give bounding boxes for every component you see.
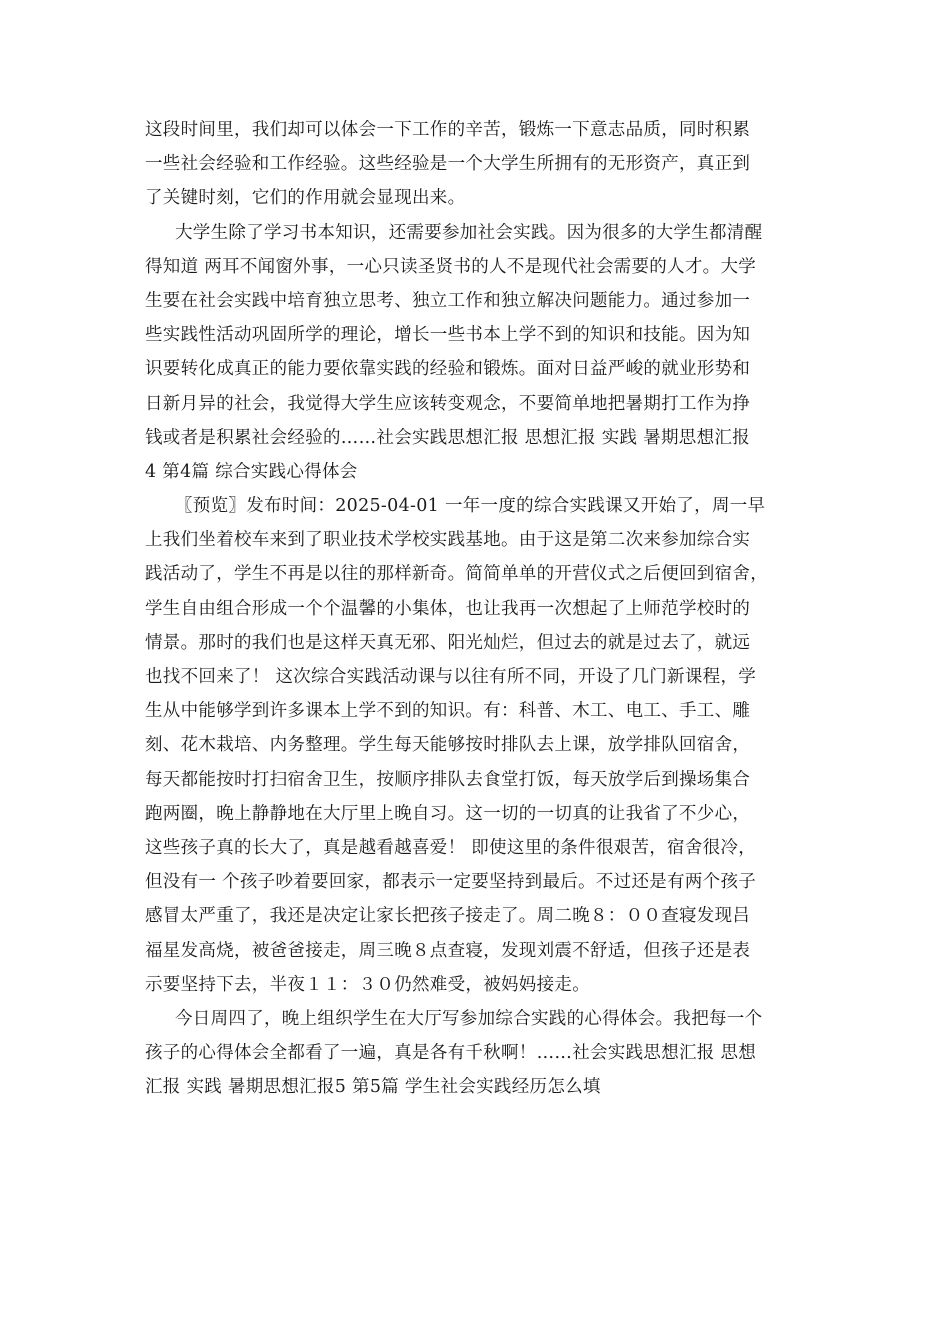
text-line: 大学生除了学习书本知识，还需要参加社会实践。因为很多的大学生都清醒 (175, 222, 763, 243)
text-line: 也找不回来了！ 这次综合实践活动课与以往有所不同，开设了几门新课程，学 (145, 667, 757, 687)
text-line: 些实践性活动巩固所学的理论，增长一些书本上学不到的知识和技能。因为知 (145, 325, 751, 346)
text-line: 4 第4篇 综合实践心得体会 (145, 461, 358, 482)
text-line: 一些社会经验和工作经验。这些经验是一个大学生所拥有的无形资产，真正到 (145, 154, 751, 175)
text-line: 得知道 两耳不闻窗外事，一心只读圣贤书的人不是现代社会需要的人才。大学 (145, 256, 757, 277)
text-line: 上我们坐着校车来到了职业技术学校实践基地。由于这是第二次来参加综合实 (145, 530, 751, 551)
text-line: 了关键时刻，它们的作用就会显现出来。 (145, 188, 466, 209)
text-line: 今日周四了，晚上组织学生在大厅写参加综合实践的心得体会。我把每一个 (175, 1008, 763, 1029)
text-line: 情景。那时的我们也是这样天真无邪、阳光灿烂，但过去的就是过去了，就远 (145, 632, 751, 653)
text-line: 钱或者是积累社会经验的……社会实践思想汇报 思想汇报 实践 暑期思想汇报 (145, 427, 750, 448)
text-line: 但没有一 个孩子吵着要回家，都表示一定要坚持到最后。不过还是有两个孩子 (145, 872, 757, 893)
text-line: 孩子的心得体会全都看了一遍，真是各有千秋啊！……社会实践思想汇报 思想 (145, 1043, 757, 1064)
text-line: 汇报 实践 暑期思想汇报5 第5篇 学生社会实践经历怎么填 (145, 1077, 601, 1098)
text-line: 福星发高烧，被爸爸接走，周三晚８点查寝，发现刘震不舒适，但孩子还是表 (145, 940, 751, 961)
text-line: 〖预览〗发布时间：2025-04-01 一年一度的综合实践课又开始了，周一早 (175, 496, 766, 517)
text-line: 感冒太严重了，我还是决定让家长把孩子接走了。周二晚８：００查寝发现吕 (145, 906, 751, 927)
text-line: 跑两圈，晚上静静地在大厅里上晚自习。这一切的一切真的让我省了不少心， (145, 803, 751, 824)
text-line: 生从中能够学到许多课本上学不到的知识。有：科普、木工、电工、手工、雕 (145, 701, 751, 722)
text-line: 识要转化成真正的能力要依靠实践的经验和锻炼。面对日益严峻的就业形势和 (145, 359, 751, 380)
text-line: 这些孩子真的长大了，真是越看越喜爱！ 即使这里的条件很艰苦，宿舍很冷， (145, 837, 757, 858)
text-line: 每天都能按时打扫宿舍卫生，按顺序排队去食堂打饭，每天放学后到操场集合 (145, 769, 751, 790)
text-line: 学生自由组合形成一个个温馨的小集体，也让我再一次想起了上师范学校时的 (145, 598, 751, 619)
text-line: 生要在社会实践中培育独立思考、独立工作和独立解决问题能力。通过参加一 (145, 290, 751, 311)
text-line: 这段时间里，我们却可以体会一下工作的辛苦，锻炼一下意志品质，同时积累 (145, 120, 751, 140)
text-line: 日新月异的社会，我觉得大学生应该转变观念，不要简单地把暑期打工作为挣 (145, 393, 751, 414)
text-line: 刻、花木栽培、内务整理。学生每天能够按时排队去上课，放学排队回宿舍， (145, 735, 751, 756)
text-line: 示要坚持下去，半夜１１：３０仍然难受，被妈妈接走。 (145, 974, 590, 995)
document-body (145, 113, 810, 1104)
text-line: 践活动了，学生不再是以往的那样新奇。简简单单的开营仪式之后便回到宿舍， (145, 564, 768, 585)
